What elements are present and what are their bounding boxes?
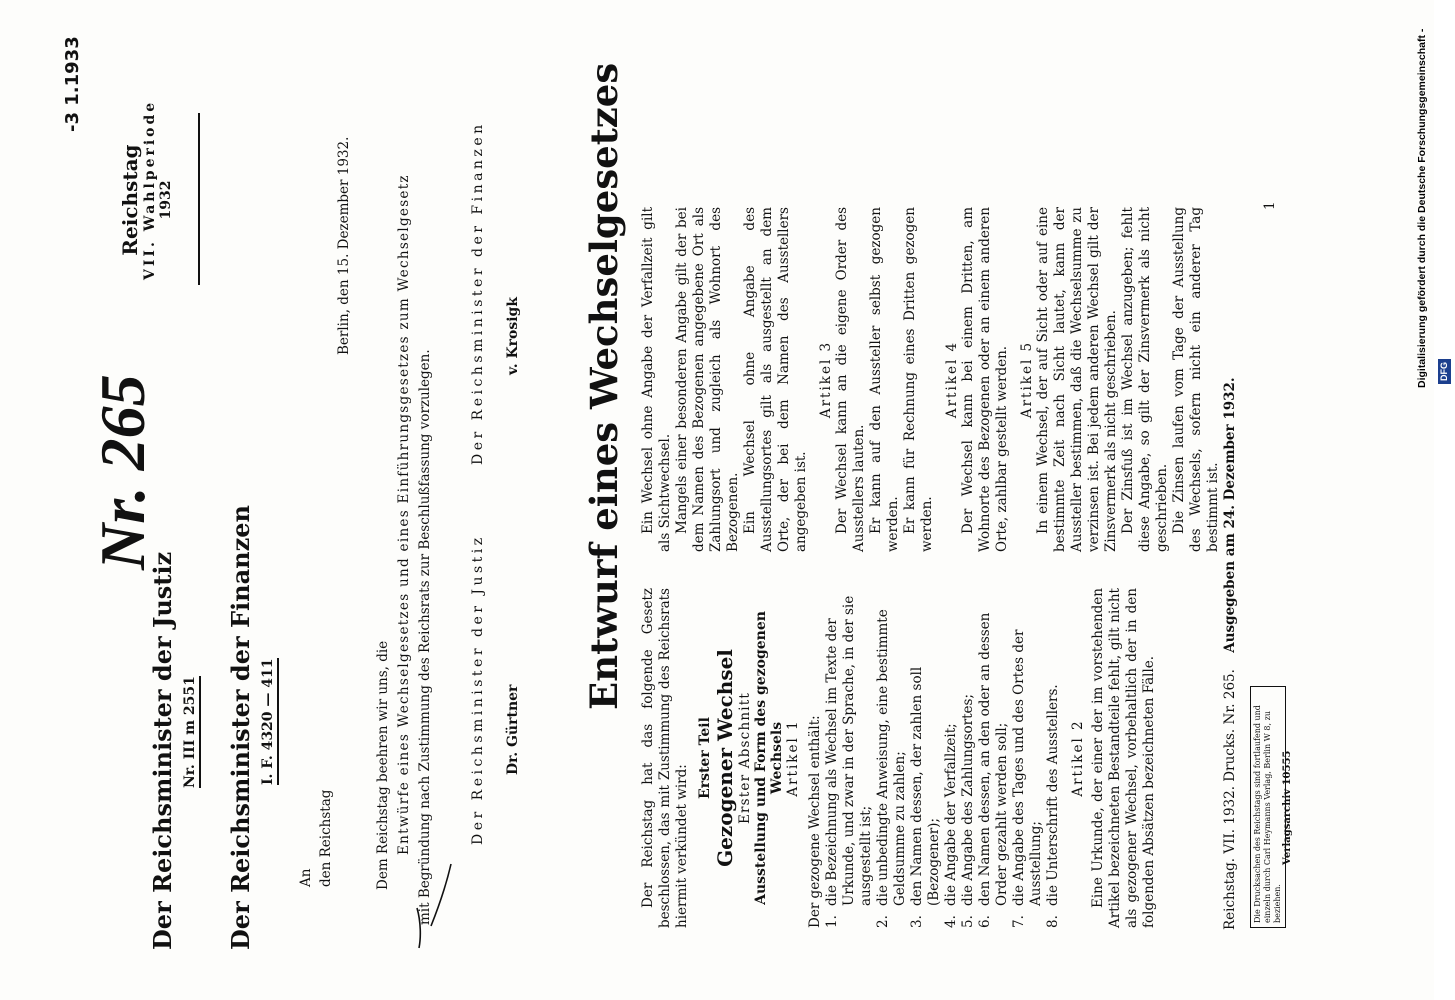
footer-issued: Ausgegeben am 24. Dezember 1932.	[1222, 377, 1238, 653]
list-item: 7. die Angabe des Tages und des Ortes der Ausstellung;	[1011, 629, 1044, 928]
section-title: Ausstellung und Form des gezogenen Wechsels	[753, 611, 785, 905]
article-3-p1: Der Wechsel kann an die eigene Order des Ausstellers lauten.	[834, 207, 867, 552]
document-number: Nr. 265	[87, 374, 158, 570]
letter-line-3: mit Begründung nach Zustimmung des Reichsrats zur Beschlußfassung vorzulegen.	[417, 349, 433, 925]
article-5-p1: In einem Wechsel, der auf Sicht oder auf eine bestimmte Zeit nach Sicht lautet, kann der Aussteller bestimmen, daß die Wechselsumme zu verzinsen ist. Bei jedem anderen Wechsel gilt der Zinsvermerk als nicht geschrieben.	[1035, 207, 1119, 552]
section-heading: Erster Abschnitt	[737, 691, 753, 825]
article-5-p2: Der Zinsfuß ist im Wechsel anzugeben; fehlt diese Angabe, so gilt der Zinsvermerk als nicht geschrieben.	[1120, 207, 1170, 552]
period-year: 1932	[158, 180, 174, 220]
ministry-justice-block	[148, 552, 198, 950]
page-marker: 1	[1262, 201, 1278, 210]
enactment-clause: Der Reichstag hat das folgende Gesetz beschlossen, das mit Zustimmung des Reichsrats hiermit verkündet wird:	[640, 588, 690, 928]
date-line: Berlin, den 15. Dezember 1932.	[336, 136, 352, 355]
dfg-sidebar	[1411, 0, 1449, 1000]
footer-line	[1222, 377, 1239, 930]
dfg-credit	[1411, 0, 1449, 1000]
article-1-intro: Der gezogene Wechsel enthält:	[807, 715, 823, 928]
ministry-finance-ref: I. F. 4320 — 411	[260, 658, 279, 785]
article-5-heading: Artikel 5	[1019, 340, 1035, 419]
ministry-justice: Der Reichsminister der Justiz	[148, 551, 177, 950]
column-right	[640, 207, 1222, 552]
paragraph-payment-place: Mangels einer besonderen Angabe gilt der bei dem Namen des Bezogenen angegebene Ort als Zahlungsort und zugleich als Wohnort des Bezogenen.	[674, 207, 741, 552]
letter-line-1: Dem Reichstag beehren wir uns, die	[375, 640, 391, 890]
part-heading: Erster Teil	[697, 717, 713, 799]
footer-print-ref: Reichstag. VII. 1932. Drucks. Nr. 265.	[1222, 669, 1238, 930]
ministry-finance-block	[226, 505, 276, 950]
header-rule	[198, 113, 200, 285]
pen-mark	[415, 860, 455, 960]
column-left	[640, 588, 1158, 928]
electoral-period: VII. Wahlperiode	[142, 99, 158, 280]
article-2-text: Eine Urkunde, der einer der im vorstehenden Artikel bezeichneten Bestandteile fehlt, gilt nicht als gezogener Wechsel, vorbehaltlich der in den folgenden Absätzen bezeichneten Fälle.	[1090, 588, 1157, 928]
article-3-p3: Er kann für Rechnung eines Dritten gezogen werden.	[902, 207, 935, 552]
signature-title-finance: Der Reichsminister der Finanzen	[470, 121, 486, 465]
article-4-p1: Der Wechsel kann bei einem Dritten, am Wohnorte des Bezogenen oder an einem anderen Orte, zahlbar gestellt werden.	[960, 207, 1010, 552]
letter-line-2: Entwürfe eines Wechselgesetzes und eines Einführungsgesetzes zum Wechselgesetz	[396, 174, 412, 855]
footer-publisher-box: Die Drucksachen des Reichstags sind fortlaufend und einzeln durch Carl Heymanns Verlag, Berlin W 8, zu beziehen.	[1250, 686, 1286, 928]
paragraph-issue-place: Ein Wechsel ohne Angabe des Ausstellungsortes gilt als ausgestellt an dem Orte, der bei dem Namen des Ausstellers angegeben ist.	[742, 207, 809, 552]
article-1-heading: Artikel 1	[785, 719, 801, 797]
signature-krosigk: v. Krosigk	[505, 296, 521, 375]
paragraph-sight-bill: Ein Wechsel ohne Angabe der Verfallzeit gilt als Sichtwechsel.	[640, 207, 673, 552]
list-item: 5. die Angabe des Zahlungsortes;	[960, 693, 976, 928]
signature-title-justice: Der Reichsminister der Justiz	[470, 534, 486, 845]
article-4-heading: Artikel 4	[944, 340, 960, 419]
address-reichstag: den Reichstag	[318, 789, 334, 887]
list-item: 1. die Bezeichnung als Wechsel im Texte der Urkunde, und zwar in der Sprache, in der sie ausgestellt ist;	[824, 595, 874, 928]
list-item: 4. die Angabe der Verfallzeit;	[943, 723, 959, 928]
part-title: Gezogener Wechsel	[713, 649, 737, 867]
ministry-justice-ref: Nr. III m 2551	[182, 676, 201, 788]
footer-archive: Verlagsarchiv 10555	[1282, 750, 1293, 865]
dfg-credit-text: Digitalisierung gefördert durch die Deutsche Forschungsgemeinschaft -	[1416, 28, 1428, 388]
article-2-heading: Artikel 2	[1070, 719, 1086, 797]
ministry-finance: Der Reichsminister der Finanzen	[226, 505, 255, 950]
house-name: Reichstag	[118, 144, 142, 256]
article-1-list	[824, 588, 1062, 928]
dfg-logo: DFG	[1438, 359, 1451, 384]
list-item: 3. den Namen dessen, der zahlen soll (Bezogener);	[909, 666, 942, 928]
address-an: An	[298, 868, 314, 887]
draft-title: Entwurf eines Wechselgesetzes	[582, 62, 626, 710]
article-3-p2: Er kann auf den Aussteller selbst gezogen werden.	[868, 207, 901, 552]
signature-guertner: Dr. Gürtner	[505, 684, 521, 775]
list-item: 6. den Namen dessen, an den oder an dessen Order gezahlt werden soll;	[977, 612, 1010, 928]
reichstag-header	[118, 99, 174, 280]
list-item: 8. die Unterschrift des Ausstellers.	[1045, 684, 1061, 928]
list-item: 2. die unbedingte Anweisung, eine bestimmte Geldsumme zu zahlen;	[875, 609, 908, 928]
article-5-p3: Die Zinsen laufen vom Tage der Ausstellung des Wechsels, sofern nicht ein anderer Tag bestimmt ist.	[1171, 207, 1221, 552]
article-3-heading: Artikel 3	[818, 340, 834, 419]
received-stamp: -3 1.1933	[62, 36, 83, 132]
